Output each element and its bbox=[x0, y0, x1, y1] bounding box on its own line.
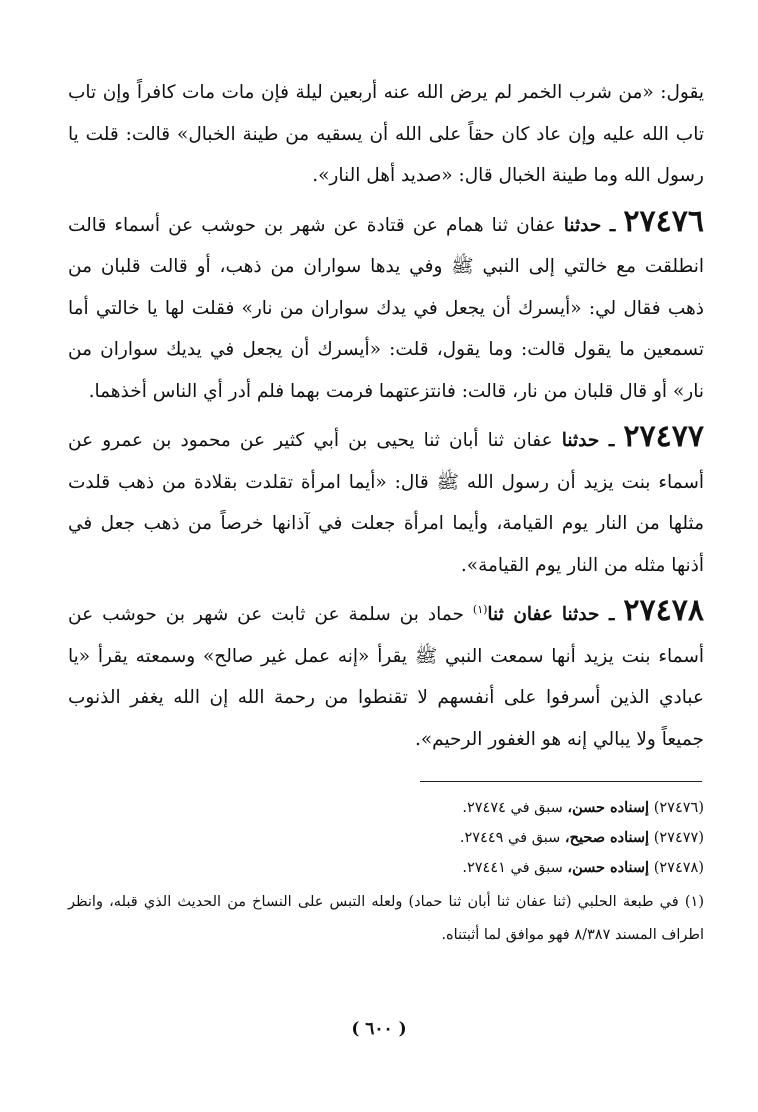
note-grade: إسناده حسن، bbox=[567, 859, 650, 876]
footnote-divider bbox=[420, 781, 702, 782]
intro-paragraph: يقول: «من شرب الخمر لم يرض الله عنه أربعين ليلة فإن مات مات كافراً وإن تاب تاب الله عليه وإن عاد كان حقاً على الله أن يسقيه من طينة الخبال» قالت: قلت يا رسول الله وما طينة الخبال قال: «صديد أهل النار». bbox=[68, 82, 704, 186]
note-27478 bbox=[68, 853, 704, 883]
note-27477 bbox=[68, 823, 704, 853]
footnote-marker: (١) bbox=[684, 894, 704, 910]
notes-section bbox=[68, 793, 704, 952]
hadith-label: ـ حدثنا bbox=[561, 604, 615, 625]
hadith-number: ٢٧٤٧٧ bbox=[623, 419, 704, 454]
page-number: ( ٦٠٠ ) bbox=[351, 1019, 407, 1039]
note-ref: (٢٧٤٧٨) bbox=[653, 860, 704, 876]
note-27476 bbox=[68, 793, 704, 823]
hadith-number: ٢٧٤٧٦ bbox=[623, 203, 704, 239]
hadith-27478 bbox=[68, 590, 704, 760]
footnote bbox=[68, 886, 704, 952]
note-ref: (٢٧٤٧٦) bbox=[653, 800, 704, 816]
hadith-text: حماد بن سلمة عن ثابت عن شهر بن حوشب عن أسماء بنت يزيد أنها سمعت النبي ﷺ يقرأ «إنه عمل غير صالح» وسمعته يقرأ «يا عبادي الذين أسرفوا على أنفسهم لا تقنطوا من رحمة الله إن الله يغفر الذنوب جميعاً ولا يبالي إنه هو الغفور الرحيم». bbox=[68, 604, 704, 750]
hadith-label: ـ حدثنا bbox=[561, 430, 615, 451]
hadith-label: ـ حدثنا bbox=[563, 214, 616, 236]
hadith-number: ٢٧٤٧٨ bbox=[623, 593, 704, 628]
hadith-27477 bbox=[68, 416, 704, 586]
hadith-text-start: عفان ثنا bbox=[487, 604, 553, 625]
note-text: سبق في ٢٧٤٧٤. bbox=[462, 800, 563, 816]
note-ref: (٢٧٤٧٧) bbox=[653, 830, 704, 846]
footnote-marker: (١) bbox=[472, 602, 488, 616]
hadith-text: عفان ثنا أبان ثنا يحيى بن أبي كثير عن محمود بن عمرو عن أسماء بنت يزيد أن رسول الله ﷺ قال: «أيما امرأة تقلدت بقلادة من ذهب قلدت مثلها من النار يوم القيامة، وأيما امرأة جعلت في آذانها خرصاً من ذهب جعل في أذنها مثله من النار يوم القيامة». bbox=[68, 430, 704, 576]
note-grade: إسناده حسن، bbox=[567, 799, 650, 816]
note-grade: إسناده صحيح، bbox=[564, 829, 650, 846]
note-text: سبق في ٢٧٤٤٩. bbox=[459, 830, 561, 846]
note-text: سبق في ٢٧٤٤١. bbox=[462, 860, 563, 876]
hadith-text: عفان ثنا همام عن قتادة عن شهر بن حوشب عن أسماء قالت انطلقت مع خالتي إلى النبي ﷺ وفي يدها سواران من ذهب، أو قالت قلبان من ذهب فقال لي: «أيسرك أن يجعل في يدك سواران من نار» فقلت لها يا خالتي أما تسمعين ما يقول قالت: وما يقول، قلت: «أيسرك أن يجعل في يديك سواران من نار» أو قال قلبان من نار، قالت: فانتزعتهما فرمت بهما فلم أدر أي الناس أخذهما. bbox=[68, 214, 704, 402]
footnote-text: في طبعة الحلبي (ثنا عفان ثنا أبان ثنا حماد) ولعله التبس على النساخ من الحديث الذي قبله، وانظر اطراف المسند ٨/٣٨٧ فهو موافق لما أثبتناه. bbox=[68, 894, 704, 943]
page-body bbox=[68, 72, 704, 760]
hadith-27476 bbox=[68, 201, 704, 413]
